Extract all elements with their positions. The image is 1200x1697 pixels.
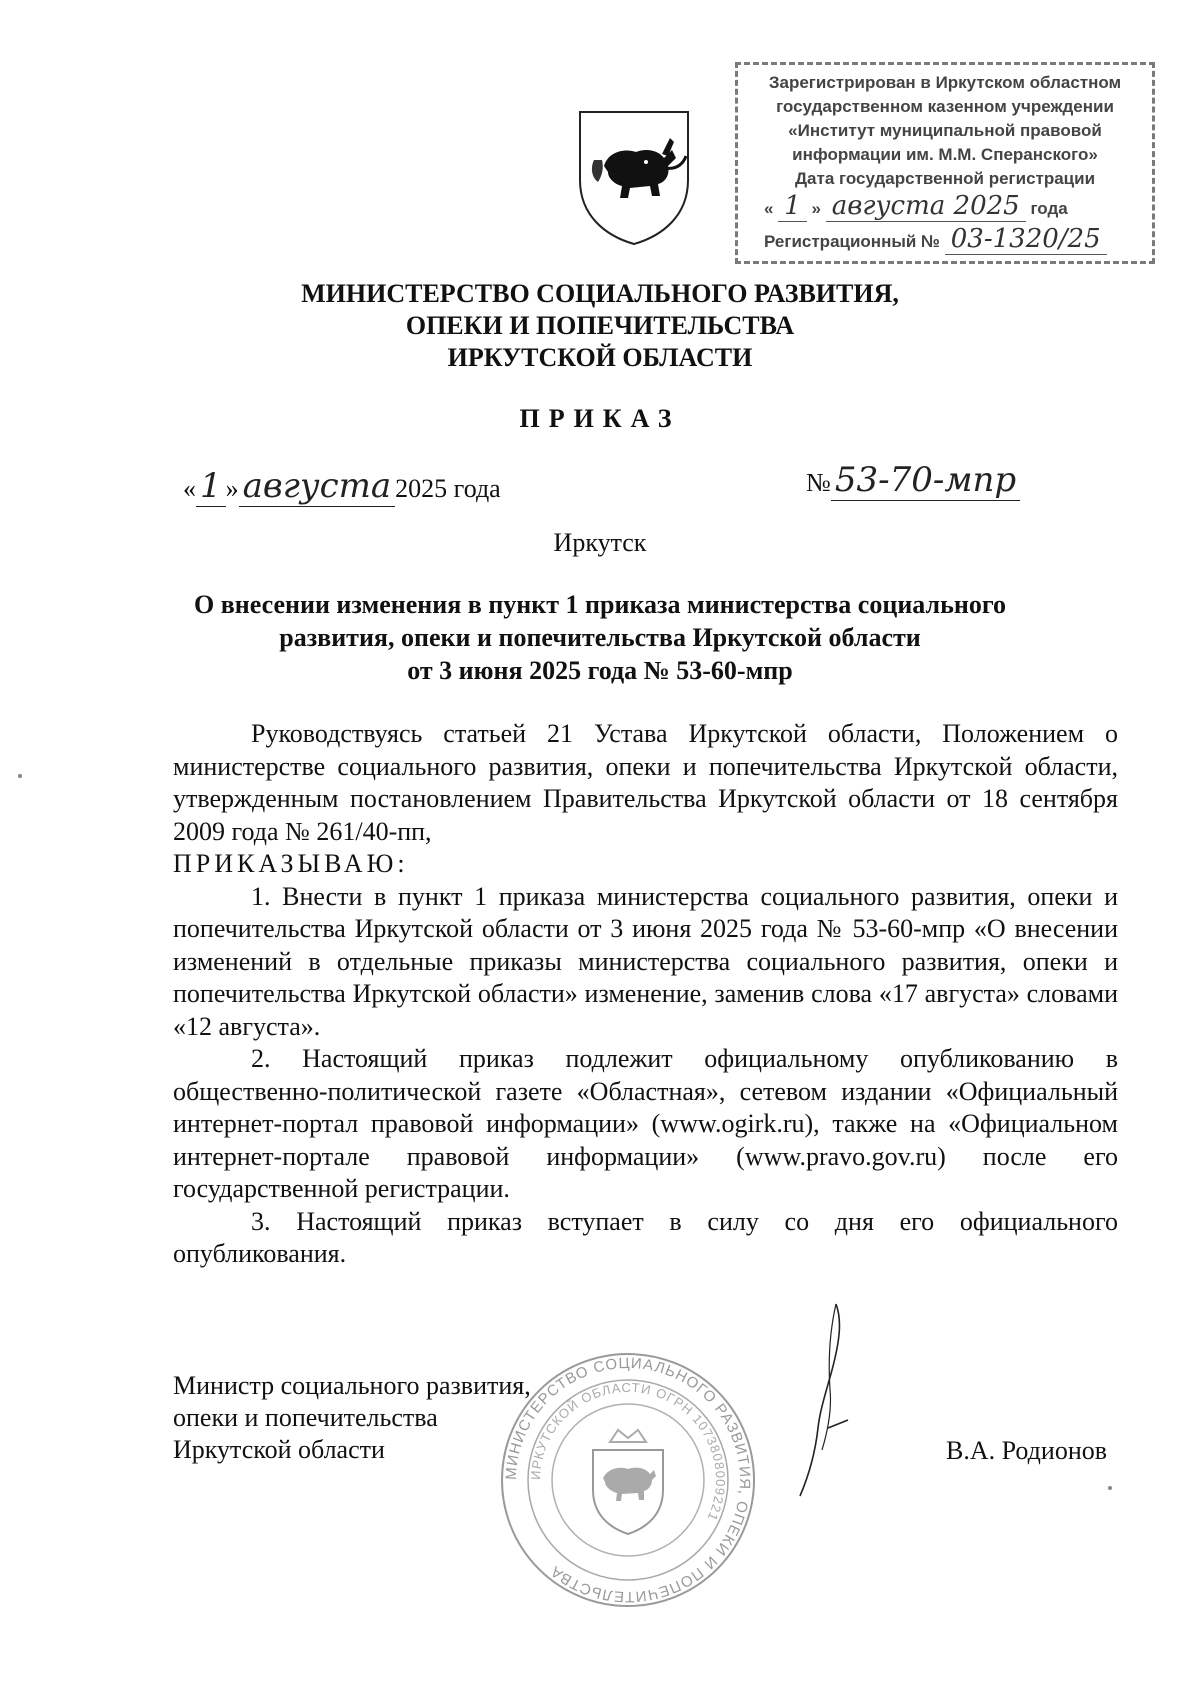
reg-stamp-line: Зарегистрирован в Иркутском областном bbox=[768, 73, 1122, 92]
reg-date-close-quote: » bbox=[811, 199, 821, 218]
reg-date-row bbox=[744, 191, 1146, 224]
reg-stamp-line: информации им. М.М. Сперанского» bbox=[792, 145, 1098, 164]
reg-stamp-line: Дата государственной регистрации bbox=[794, 169, 1096, 188]
reg-stamp-line: государственном казенном учреждении bbox=[776, 97, 1114, 116]
ministry-line: ОПЕКИ И ПОПЕЧИТЕЛЬСТВА bbox=[405, 311, 795, 340]
date-close-quote: » bbox=[225, 474, 239, 503]
seal-outer-text: МИНИСТЕРСТВО СОЦИАЛЬНОГО РАЗВИТИЯ, ОПЕКИ И ПОПЕЧИТЕЛЬСТВА bbox=[502, 1354, 754, 1606]
subject-line: О внесении изменения в пункт 1 приказа министерства социального bbox=[193, 590, 1007, 619]
reg-number-value: 03-1320/25 bbox=[945, 224, 1107, 255]
date-month: августа bbox=[239, 466, 396, 507]
subject-line: от 3 июня 2025 года № 53-60-мпр bbox=[407, 656, 793, 685]
number-value: 53-70-мпр bbox=[831, 460, 1020, 501]
order-item-2: 2. Настоящий приказ подлежит официальному опубликованию в общественно-политической газете «Областная», сетевом издании «Официальный интернет-портал правовой информации» (www.ogirk.ru), также на «Официальном интернет-портале правовой информации» (www.pravo.gov.ru) после его государственной регистрации. bbox=[173, 1044, 1118, 1203]
order-subject bbox=[140, 588, 1060, 687]
reg-stamp-line: «Институт муниципальной правовой bbox=[788, 121, 1102, 140]
handwritten-signature bbox=[770, 1300, 880, 1500]
order-body bbox=[173, 718, 1118, 1271]
ministry-line: ИРКУТСКОЙ ОБЛАСТИ bbox=[447, 343, 753, 372]
number-prefix: № bbox=[806, 468, 831, 497]
document-type-title: ПРИКАЗ bbox=[519, 404, 681, 433]
ministry-line: МИНИСТЕРСТВО СОЦИАЛЬНОГО РАЗВИТИЯ, bbox=[301, 279, 899, 308]
scan-speck bbox=[1108, 1486, 1112, 1490]
position-line: Иркутской области bbox=[173, 1435, 385, 1464]
date-open-quote: « bbox=[183, 474, 196, 503]
date-day: 1 bbox=[196, 466, 226, 507]
position-line: Министр социального развития, bbox=[173, 1371, 531, 1400]
order-number bbox=[806, 460, 1020, 500]
ministry-heading bbox=[0, 278, 1200, 374]
order-item-3: 3. Настоящий приказ вступает в силу со дня его официального опубликования. bbox=[173, 1206, 1118, 1268]
seal-inner-text: ИРКУТСКОЙ ОБЛАСТИ ОГРН 1073808009221 bbox=[527, 1379, 729, 1524]
signatory-name: В.А. Родионов bbox=[946, 1436, 1108, 1465]
official-seal-icon bbox=[498, 1350, 758, 1610]
reg-date-suffix: года bbox=[1030, 199, 1068, 218]
order-date bbox=[183, 466, 501, 506]
order-word: ПРИКАЗЫВАЮ: bbox=[173, 849, 409, 878]
reg-date-day: 1 bbox=[778, 191, 807, 222]
order-item-1: 1. Внести в пункт 1 приказа министерства социального развития, опеки и попечительства Иркутской области от 3 июня 2025 года № 53-60-мпр «О внесении изменений в отдельные приказы министерства социального развития, опеки и попечительства Иркутской области» изменение, заменив слова «17 августа» словами «12 августа». bbox=[173, 881, 1118, 1041]
reg-date-month-year: августа 2025 bbox=[826, 191, 1026, 222]
preamble-paragraph: Руководствуясь статьей 21 Устава Иркутской области, Положением о министерстве социального развития, опеки и попечительства Иркутской области, утвержденным постановлением Правительства Иркутской области от 18 сентября 2009 года № 261/40-пп, bbox=[173, 719, 1118, 846]
date-year: 2025 года bbox=[395, 474, 501, 503]
reg-number-row bbox=[744, 224, 1146, 257]
city: Иркутск bbox=[553, 528, 647, 557]
registration-stamp bbox=[735, 62, 1155, 264]
scan-speck bbox=[18, 774, 22, 778]
position-line: опеки и попечительства bbox=[173, 1403, 438, 1432]
coat-of-arms-icon bbox=[574, 108, 694, 248]
subject-line: развития, опеки и попечительства Иркутской области bbox=[279, 623, 921, 652]
reg-number-label: Регистрационный № bbox=[764, 232, 940, 251]
reg-date-open-quote: « bbox=[764, 199, 774, 218]
signatory-position bbox=[173, 1370, 531, 1466]
